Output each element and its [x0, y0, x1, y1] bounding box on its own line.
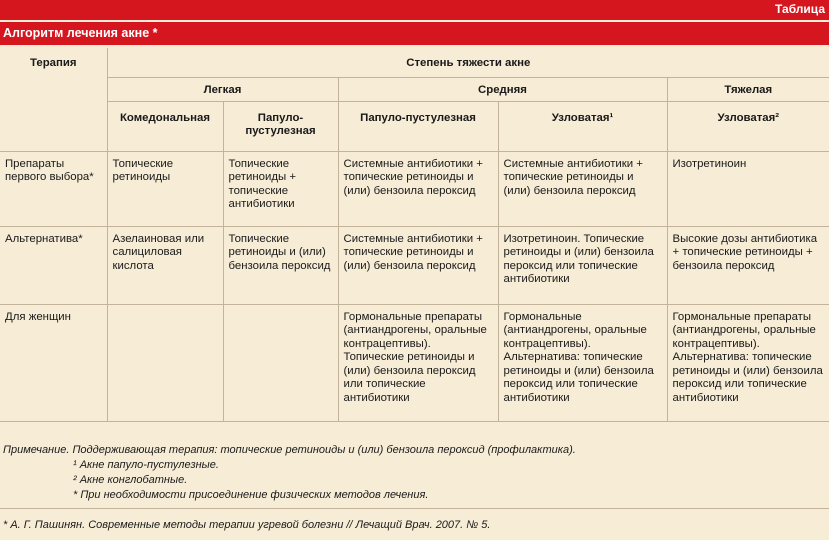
table-row — [0, 151, 829, 226]
table-label: Таблица — [774, 2, 825, 16]
table-cell — [223, 226, 338, 304]
severe-header: Тяжелая — [724, 83, 773, 96]
top-banner — [0, 0, 829, 20]
note-main: Примечание. Поддерживающая терапия: топические ретиноиды и (или) бензоила пероксид (профилактика). — [3, 444, 576, 456]
subtype-cell-papulopustular-moderate — [338, 101, 498, 151]
acne-treatment-table — [0, 48, 829, 422]
cell-text: Гормональные препараты (антиандрогены, оральные контрацептивы). Топические ретиноиды и (или) бензоила пероксид или топические антибиотики — [343, 310, 487, 405]
table-cell — [107, 151, 223, 226]
subtype-cell-nodular-severe — [667, 101, 829, 151]
cell-text: Системные антибиотики + топические ретиноиды и (или) бензоила пероксид — [343, 157, 483, 197]
cell-text — [108, 305, 223, 311]
cell-text: Высокие дозы антибиотика + топические ретиноиды + бензоила пероксид — [672, 232, 818, 272]
header-row-3 — [0, 101, 829, 151]
subtype-papulopustular-moderate: Папуло-пустулезная — [360, 111, 476, 124]
mild-header: Легкая — [203, 83, 242, 96]
moderate-header: Средняя — [478, 83, 527, 96]
cell-text: Топические ретиноиды — [112, 157, 174, 184]
table-cell — [107, 226, 223, 304]
therapy-header: Терапия — [29, 57, 77, 69]
cell-text: Топические ретиноиды + топические антибиотики — [228, 157, 297, 211]
cell-text: Топические ретиноиды и (или) бензоила пероксид — [228, 232, 331, 272]
table-cell — [338, 304, 498, 421]
mild-header-cell — [107, 77, 338, 101]
note-3: * При необходимости присоединение физических методов лечения. — [73, 489, 429, 501]
row-label: Для женщин — [5, 310, 71, 323]
table-cell — [667, 304, 829, 421]
cell-text: Гормональные препараты (антиандрогены, оральные контрацептивы). Альтернатива: топические ретиноиды и (или) бензоила пероксид или топические антибиотики — [672, 310, 823, 405]
row-label: Препараты первого выбора* — [5, 157, 94, 184]
severity-header-cell — [107, 48, 829, 77]
moderate-header-cell — [338, 77, 667, 101]
title-banner — [0, 20, 829, 45]
table-cell — [498, 304, 667, 421]
subtype-cell-papulopustular-mild — [223, 101, 338, 151]
note-2: ² Акне конглобатные. — [73, 474, 188, 486]
row-label-cell — [0, 151, 107, 226]
subtype-cell-comedonal — [107, 101, 223, 151]
cell-text: Изотретиноин. Топические ретиноиды и (или) бензоила пероксид или топические антибиотики — [503, 232, 654, 286]
header-row-2 — [0, 77, 829, 101]
cell-text: Изотретиноин — [672, 157, 747, 170]
row-label-cell — [0, 226, 107, 304]
cell-text: Системные антибиотики + топические ретиноиды и (или) бензоила пероксид — [343, 232, 483, 272]
table-cell — [107, 304, 223, 421]
severity-header: Степень тяжести акне — [406, 57, 531, 69]
subtype-papulopustular-mild: Папуло-пустулезная — [245, 111, 316, 138]
table-cell — [498, 226, 667, 304]
divider — [0, 508, 829, 509]
cell-text — [224, 305, 338, 311]
row-label-cell — [0, 304, 107, 421]
table-cell — [667, 151, 829, 226]
therapy-header-cell — [0, 48, 107, 151]
table-cell — [223, 151, 338, 226]
header-row-1 — [0, 48, 829, 77]
cell-text: Азелаиновая или салициловая кислота — [112, 232, 205, 272]
row-label: Альтернатива* — [5, 232, 83, 245]
subtype-comedonal: Комедональная — [119, 111, 211, 124]
table-cell — [667, 226, 829, 304]
note-1: ¹ Акне папуло-пустулезные. — [73, 459, 219, 471]
subtype-nodular-severe: Узловатая² — [717, 111, 780, 124]
table-cell — [338, 226, 498, 304]
source-citation: * А. Г. Пашинян. Современные методы терапии угревой болезни // Лечащий Врач. 2007. № 5. — [3, 519, 491, 531]
cell-text: Системные антибиотики + топические ретиноиды и (или) бензоила пероксид — [503, 157, 643, 197]
severe-header-cell — [667, 77, 829, 101]
table-cell — [223, 304, 338, 421]
subtype-nodular-moderate: Узловатая¹ — [551, 111, 614, 124]
table-title: Алгоритм лечения акне * — [3, 26, 158, 40]
subtype-cell-nodular-moderate — [498, 101, 667, 151]
table-cell — [338, 151, 498, 226]
cell-text: Гормональные (антиандрогены, оральные контрацептивы). Альтернатива: топические ретиноиды и (или) бензоила пероксид или топические антибиотики — [503, 310, 654, 405]
table-cell — [498, 151, 667, 226]
table-row — [0, 226, 829, 304]
table-notes — [3, 443, 576, 503]
table-row — [0, 304, 829, 421]
